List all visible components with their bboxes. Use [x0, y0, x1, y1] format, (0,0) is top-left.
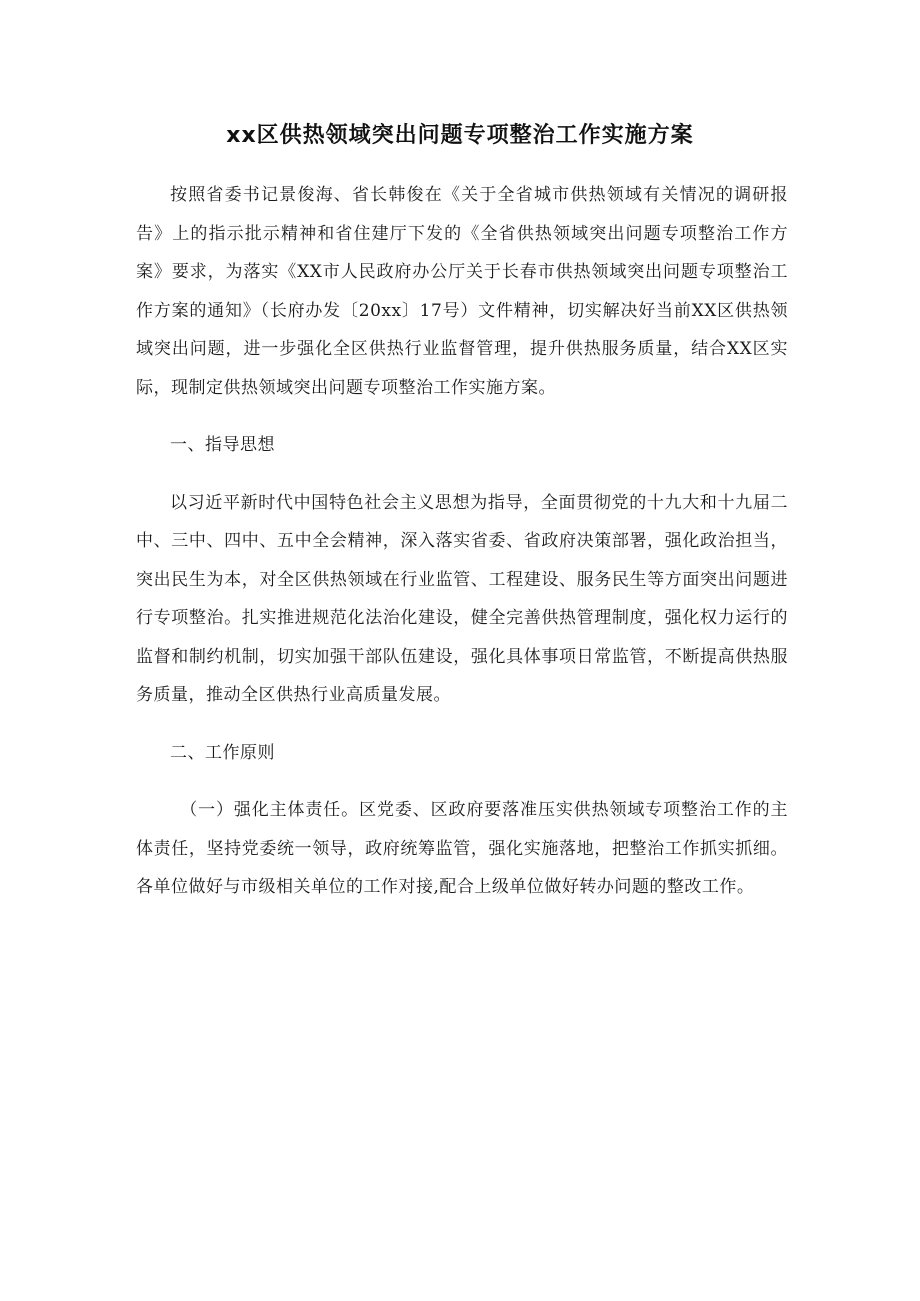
intro-paragraph: 按照省委书记景俊海、省长韩俊在《关于全省城市供热领域有关情况的调研报告》上的指示批示精神和省住建厅下发的《全省供热领域突出问题专项整治工作方案》要求，为落实《XX市人民政府办公厅关于长春市供热领域突出问题专项整治工作方案的通知》（长府办发〔20xx〕17号）文件精神，切实解决好当前XX区供热领域突出问题，进一步强化全区供热行业监督管理，提升供热服务质量，结合XX区实际，现制定供热领域突出问题专项整治工作实施方案。	[136, 185, 788, 398]
section-heading-work-principles: 二、工作原则	[170, 742, 275, 763]
document-title: xx区供热领域突出问题专项整治工作实施方案	[226, 123, 694, 148]
document-body	[136, 176, 788, 926]
section-paragraph-guiding-thought: 以习近平新时代中国特色社会主义思想为指导，全面贯彻党的十九大和十九届二中、三中、四中、五中全会精神，深入落实省委、省政府决策部署，强化政治担当，突出民生为本，对全区供热领域在行业监管、工程建设、服务民生等方面突出问题进行专项整治。扎实推进规范化法治化建设，健全完善供热管理制度，强化权力运行的监督和制约机制，切实加强干部队伍建设，强化具体事项日常监管，不断提高供热服务质量，推动全区供热行业高质量发展。	[136, 492, 788, 705]
section-heading-guiding-thought: 一、指导思想	[170, 435, 275, 455]
section-paragraph-work-principles: （一）强化主体责任。区党委、区政府要落准压实供热领域专项整治工作的主体责任，坚持党委统一领导，政府统筹监管，强化实施落地，把整治工作抓实抓细。各单位做好与市级相关单位的工作对接,配合上级单位做好转办问题的整改工作。	[136, 800, 788, 897]
